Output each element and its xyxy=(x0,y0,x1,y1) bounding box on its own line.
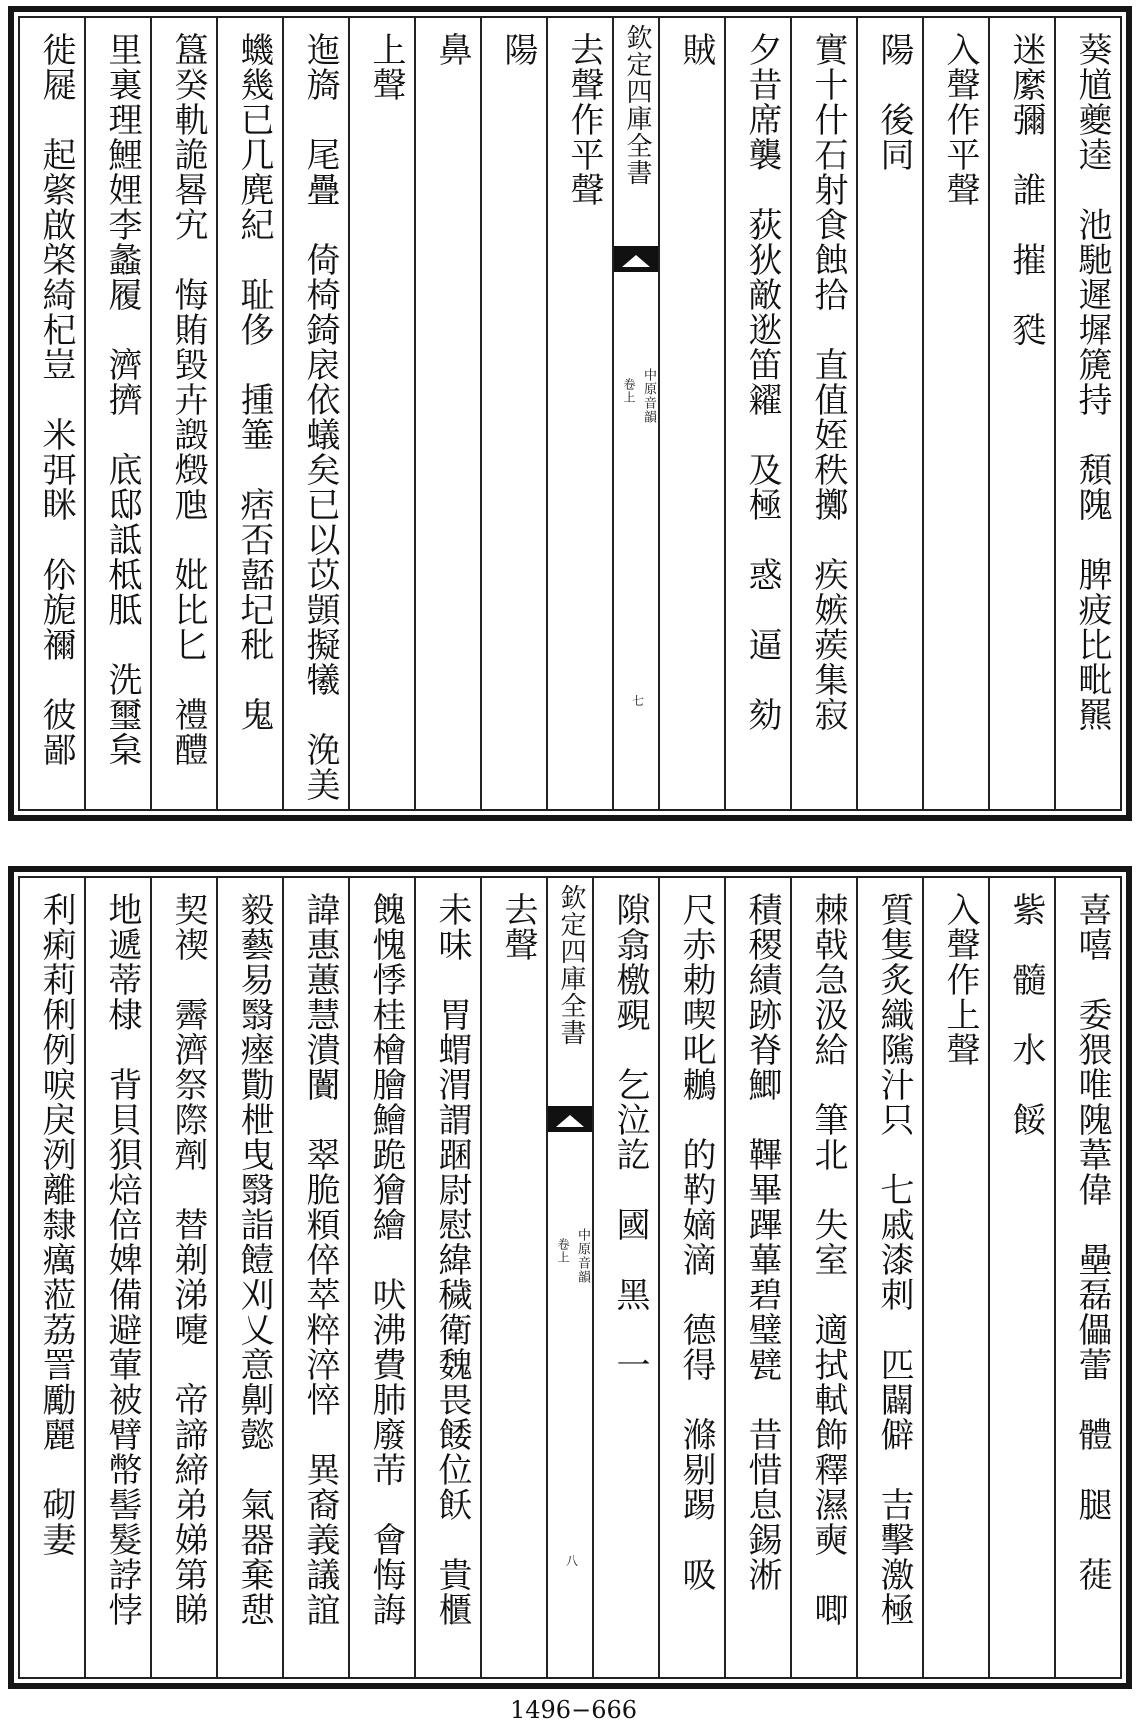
bottom-page-columns xyxy=(20,878,1120,1677)
text-column: 蟣幾已几麂紀 耻侈 揰箠 痞否嚭圮秕 鬼 xyxy=(216,18,282,809)
text-column: 迤旖 尾疊 倚椅錡扆依蟻矣已以苡顗擬犧 浼美 xyxy=(282,18,348,809)
center-fold xyxy=(546,878,592,1677)
text-column: 上聲 xyxy=(348,18,414,809)
text-column: 入聲作上聲 xyxy=(922,878,988,1677)
text-column: 契禊 霽濟祭際劑 替剃涕嚏 帝諦締弟娣第睇 xyxy=(150,878,216,1677)
text-column: 毅藝易翳瘞勩枻曳翳詣饐刈乂意劓懿 氣器棄憇 xyxy=(216,878,282,1677)
top-page-columns xyxy=(20,18,1120,809)
fishtail-mark xyxy=(548,1106,592,1132)
volume-label: 卷上 xyxy=(556,1238,570,1264)
top-page-frame xyxy=(18,16,1122,811)
page-footer-number: 1496−666 xyxy=(510,1696,637,1724)
text-column: 迷縻彌 誰 摧 甤 xyxy=(988,18,1054,809)
text-column: 鼻 xyxy=(414,18,480,809)
text-column: 積稷績跡脊鯽 鞸畢蹕蓽碧璧甓 昔惜息錫淅 xyxy=(724,878,790,1677)
text-column: 徙屣 起綮啟棨綺杞豈 米弭眯 伱旎禰 彼鄙 xyxy=(36,32,76,767)
text-column: 利痢莉俐例唳戾洌離隸癘蒞荔詈勵麗 砌妻 xyxy=(36,892,76,1557)
text-column: 簋癸軌詭晷宄 悔賄毀卉譭燬虺 妣比匕 禮醴 xyxy=(150,18,216,809)
text-column: 入聲作平聲 xyxy=(922,18,988,809)
text-column: 餽愧悸桂檜膾鱠跪獪繪 吠沸費肺廢芾 會悔誨 xyxy=(348,878,414,1677)
top-page xyxy=(8,6,1132,821)
fishtail-mark xyxy=(614,246,658,272)
text-column: 葵馗夔逵 池馳遲墀篪持 頹隗 脾疲比毗羆 xyxy=(1054,18,1120,809)
text-column: 未味 胃蝟渭謂䠅尉慰緯穢衛魏畏餧位飫 貴櫃 xyxy=(414,878,480,1677)
text-column: 去聲作平聲 xyxy=(546,18,612,809)
text-column: 陽 後同 xyxy=(856,18,922,809)
text-column: 尺赤勅喫叱鶒 的靮嫡滴 德得 滌剔踢 吸 xyxy=(658,878,724,1677)
center-title: 欽定四庫全書 xyxy=(622,24,652,186)
center-title: 欽定四庫全書 xyxy=(556,884,586,1046)
text-column: 紫 髓 水 餒 xyxy=(988,878,1054,1677)
page-number: 七 xyxy=(632,694,646,708)
page-number: 八 xyxy=(566,1554,580,1568)
bottom-page xyxy=(8,866,1132,1689)
bottom-page-frame xyxy=(18,876,1122,1679)
text-column: 實十什石射食蝕拾 直值姪秩擲 疾嫉蒺集寂 xyxy=(790,18,856,809)
text-column: 去聲 xyxy=(480,878,546,1677)
volume-label: 卷上 xyxy=(622,378,636,404)
text-column: 喜嘻 委猥唯隗葦偉 壘磊儡蕾 體 腿 蓰 xyxy=(1054,878,1120,1677)
text-column: 地遞蒂棣 背貝狽焙倍婢備避葷被臂幣髻髮誖悖 xyxy=(84,878,150,1677)
text-column: 夕昔席襲 荻狄敵逖笛糴 及極 惑 逼 劾 xyxy=(724,18,790,809)
text-column: 賊 xyxy=(658,18,724,809)
text-column: 里裏理鯉娌李蠡履 濟擠 底邸詆柢胝 洗璽枲 xyxy=(84,18,150,809)
text-column: 棘戟急汲給 筆北 失室 適拭軾飾釋濕奭 唧 xyxy=(790,878,856,1677)
text-column: 隙翕檄覡 乞泣訖 國 黑 一 xyxy=(592,878,658,1677)
book-name: 中原音韻 xyxy=(641,368,656,424)
text-column: 諱惠蕙慧潰闠 翠脆頪倅萃粹淬悴 異裔義議誼 xyxy=(282,878,348,1677)
book-name: 中原音韻 xyxy=(575,1228,590,1284)
text-column: 陽 xyxy=(480,18,546,809)
center-fold xyxy=(612,18,658,809)
text-column: 質隻炙織隲汁只 七戚漆刺 匹闢僻 吉擊激極 xyxy=(856,878,922,1677)
